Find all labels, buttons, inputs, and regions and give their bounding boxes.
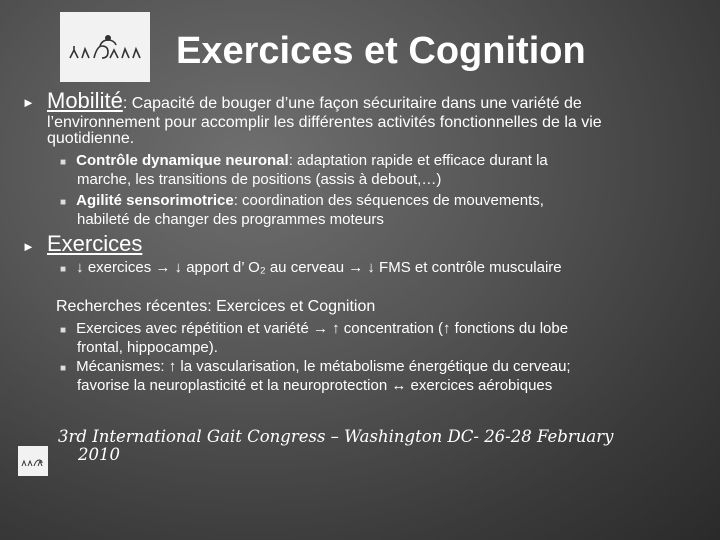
mobility-heading-word: Mobilité	[47, 88, 123, 113]
research-sub2-line1: Mécanismes: ↑ la vascularisation, le métabolisme énergétique du cerveau;	[76, 358, 571, 375]
square-bullet-icon: ■	[60, 157, 67, 168]
mobility-sub2-rest: : coordination des séquences de mouvements,	[233, 192, 544, 209]
research-sub2-line2: favorise la neuroplasticité et la neuroprotection ↔ exercices aérobiques	[77, 377, 553, 394]
research-sub1-line2: frontal, hippocampe).	[77, 339, 218, 356]
mobility-sub1-rest: : adaptation rapide et efficace durant la	[288, 152, 548, 169]
exercices-heading-word: Exercices	[47, 231, 143, 256]
exercices-sub1-text: ↓ exercices → ↓ apport d’ O₂ au cerveau → ↓ FMS et contrôle musculaire	[76, 259, 562, 276]
square-bullet-icon: ■	[60, 197, 67, 208]
mobility-sub2-bold: Agilité sensorimotrice	[76, 192, 234, 209]
mobility-heading	[47, 88, 582, 114]
mobility-definition: : Capacité de bouger d’une façon sécuritaire dans une variété de	[122, 95, 582, 112]
research-sub1	[60, 320, 568, 356]
research-heading	[56, 298, 375, 315]
square-bullet-icon: ■	[60, 264, 67, 275]
conference-line1: 3rd International Gait Congress – Washington DC- 26-28 February	[58, 427, 614, 446]
mobility-sub2-line2: habileté de changer des programmes moteurs	[77, 211, 384, 228]
exercices-sub1	[60, 259, 562, 278]
page-title: Exercices et Cognition	[176, 30, 586, 72]
research-sub2	[60, 358, 571, 394]
triangle-bullet-icon: ►	[22, 239, 35, 254]
mobility-sub1-line2: marche, les transitions de positions (assis à debout,…)	[77, 171, 442, 188]
research-heading-text: Recherches récentes: Exercices et Cognition	[56, 298, 376, 315]
logo-small	[18, 446, 48, 476]
conference-line2: 2010	[78, 445, 120, 464]
mobility-definition-line2: l’environnement pour accomplir les différentes activités fonctionnelles de la vie	[47, 114, 602, 131]
mobility-sub2	[60, 192, 544, 228]
triangle-bullet-icon: ►	[22, 95, 35, 110]
research-sub1-line1: Exercices avec répétition et variété → ↑ concentration (↑ fonctions du lobe	[76, 320, 569, 337]
mobility-definition-line3: quotidienne.	[47, 130, 135, 147]
logo	[60, 12, 150, 82]
exercices-heading	[47, 231, 142, 257]
mobility-sub1	[60, 152, 548, 188]
square-bullet-icon: ■	[60, 325, 67, 336]
logo-small-figures-icon	[18, 446, 48, 476]
square-bullet-icon: ■	[60, 363, 67, 374]
mobility-sub1-bold: Contrôle dynamique neuronal	[76, 152, 289, 169]
conference-citation	[58, 428, 613, 464]
logo-figures-icon	[60, 12, 150, 82]
